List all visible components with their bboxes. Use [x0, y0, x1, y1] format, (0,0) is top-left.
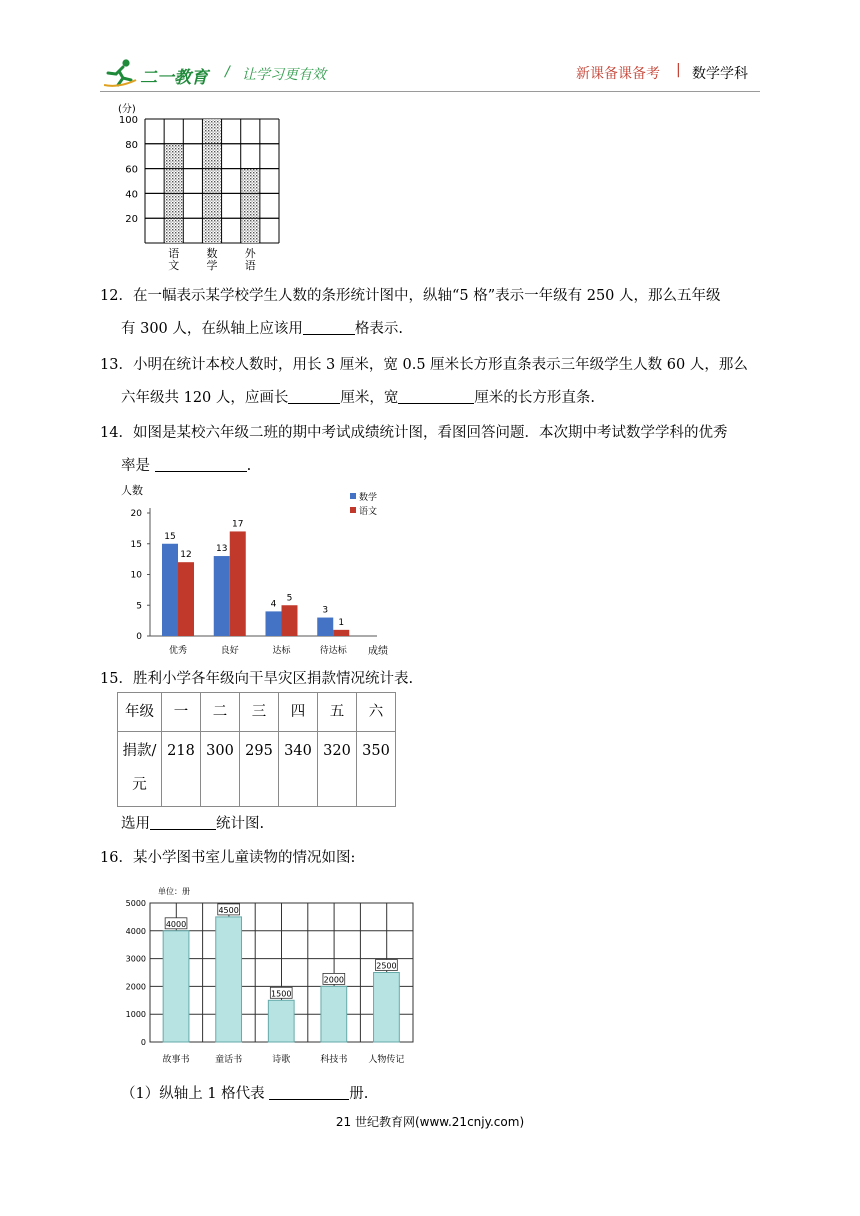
question-12-line2 [121, 319, 403, 339]
category-label: 语 [244, 259, 256, 272]
answer-blank[interactable] [155, 457, 247, 472]
answer-blank[interactable] [303, 320, 355, 335]
table-cell: 218 [162, 732, 201, 807]
question-12 [100, 286, 770, 306]
bar [242, 169, 259, 243]
y-tick-label: 5000 [125, 899, 146, 908]
y-tick-label: 1000 [125, 1010, 146, 1020]
legend-label: 数学 [359, 493, 378, 503]
donation-table [117, 692, 396, 807]
question-text: 厘米的长方形直条. [474, 390, 596, 406]
question-16-sub1 [121, 1084, 368, 1104]
data-label: 2000 [323, 975, 345, 985]
category-label: 科技书 [320, 1055, 348, 1065]
answer-blank[interactable] [269, 1085, 349, 1100]
question-14-line2 [121, 456, 251, 476]
category-label: 文 [168, 259, 180, 272]
footer: 21 世纪教育网(www.21cnjy.com) [335, 1115, 525, 1129]
slogan-slash: / [225, 64, 230, 80]
category-label: 数 [206, 247, 218, 260]
question-text: 选用 [121, 816, 150, 832]
bar [216, 917, 242, 1042]
data-label: 4 [270, 599, 277, 610]
y-axis-label: 人数 [121, 484, 143, 497]
category-label: 童话书 [215, 1055, 243, 1065]
y-tick-label: 15 [130, 539, 142, 550]
table-cell: 320 [318, 732, 357, 807]
y-tick-label: 2000 [125, 982, 146, 992]
bar [282, 605, 298, 636]
bar [321, 986, 347, 1042]
answer-blank-length[interactable] [288, 389, 340, 404]
y-axis-label: (分) [118, 104, 136, 115]
question-number: 12． [100, 288, 133, 304]
data-label: 2500 [376, 961, 397, 971]
category-label: 故事书 [162, 1055, 190, 1065]
question-15 [100, 669, 770, 689]
header-separator: | [676, 62, 681, 78]
legend-label: 语文 [359, 507, 378, 517]
table-cell: 340 [279, 732, 318, 807]
y-tick-label: 20 [130, 509, 142, 519]
table-cell: 五 [318, 693, 357, 732]
logo-text: 二一教育 [140, 68, 208, 88]
question-16 [100, 848, 770, 868]
table-cell: 350 [357, 732, 396, 807]
category-label: 优秀 [168, 646, 188, 656]
question-13 [100, 355, 770, 375]
y-tick-label: 40 [125, 189, 138, 201]
data-label: 12 [180, 550, 192, 561]
question-text: 厘米，宽 [340, 390, 399, 406]
question-text: 有 300 人，在纵轴上应该用 [121, 321, 303, 337]
table-cell: 二 [201, 693, 240, 732]
bar [230, 531, 246, 636]
question-text: 册. [349, 1086, 369, 1102]
category-label: 诗歌 [272, 1055, 291, 1065]
question-text: 某小学图书室儿童读物的情况如图: [132, 850, 356, 866]
y-tick-label: 4000 [125, 926, 146, 936]
y-tick-label: 80 [125, 139, 138, 151]
table-header-cell: 年级 [118, 693, 162, 732]
data-label: 4000 [165, 919, 187, 929]
bar [178, 562, 194, 636]
legend-swatch [350, 493, 356, 499]
question-15-answer-line [121, 814, 264, 834]
data-label: 3 [322, 605, 329, 616]
y-tick-label: 100 [118, 115, 138, 126]
bar [163, 931, 189, 1042]
question-text: 率是 [121, 458, 150, 474]
legend-swatch [350, 507, 356, 513]
question-text: 在一幅表示某学校学生人数的条形统计图中，纵轴“5 格”表示一年级有 250 人，那么五年级 [132, 288, 721, 304]
category-label: 待达标 [319, 646, 347, 656]
y-tick-label: 20 [125, 214, 138, 226]
question-text: 统计图. [216, 816, 265, 832]
question-13-line2 [121, 388, 595, 408]
category-label: 达标 [272, 646, 291, 656]
table-cell: 一 [162, 693, 201, 732]
table-cell: 三 [240, 693, 279, 732]
table-cell: 295 [240, 732, 279, 807]
header-subject-red: 新课备课备考 [576, 66, 660, 82]
y-axis-label: 单位：册 [158, 887, 190, 896]
category-label: 人物传记 [368, 1055, 405, 1065]
question-text: 胜利小学各年级向干旱灾区捐款情况统计表. [132, 671, 414, 687]
question-text: 格表示. [354, 321, 404, 337]
question-number: 15． [100, 671, 133, 687]
row-label: 捐款/ [122, 743, 157, 759]
table-row [118, 693, 396, 732]
header-rule [100, 91, 760, 92]
category-label: 语 [168, 247, 180, 260]
table-header-cell [118, 732, 162, 807]
table-cell: 四 [279, 693, 318, 732]
question-number: 16． [100, 850, 133, 866]
data-label: 15 [164, 531, 176, 542]
bar [266, 611, 282, 636]
slogan: 让学习更有效 [242, 67, 326, 83]
question-text: . [246, 458, 252, 474]
data-label: 1500 [271, 989, 292, 999]
table-row [118, 732, 396, 807]
data-label: 4500 [218, 905, 239, 915]
y-tick-label: 5 [136, 601, 142, 612]
y-tick-label: 10 [130, 570, 142, 581]
data-label: 17 [232, 519, 244, 530]
bar [268, 1000, 294, 1042]
category-label: 外 [244, 247, 256, 260]
y-tick-label: 0 [136, 632, 142, 642]
header-subject: 数学学科 [692, 66, 748, 82]
answer-blank-width[interactable] [398, 389, 474, 404]
header [0, 0, 860, 95]
row-label: 元 [132, 777, 147, 793]
table-cell: 300 [201, 732, 240, 807]
question-14 [100, 423, 770, 443]
y-tick-label: 0 [140, 1038, 146, 1047]
data-label: 5 [286, 593, 293, 604]
y-tick-label: 60 [125, 164, 138, 176]
question-text: 六年级共 120 人，应画长 [121, 390, 289, 406]
question-number: 13． [100, 357, 133, 373]
bar [374, 973, 400, 1043]
question-text: 如图是某校六年级二班的期中考试成绩统计图，看图回答问题．本次期中考试数学学科的优秀 [132, 425, 728, 441]
runner-logo-icon [104, 58, 138, 88]
question-text: 小明在统计本校人数时，用长 3 厘米，宽 0.5 厘米长方形直条表示三年级学生人数 60 人，那么 [132, 357, 748, 373]
bar [317, 618, 333, 636]
table-cell: 六 [357, 693, 396, 732]
answer-blank[interactable] [150, 815, 216, 830]
score-bar-chart [112, 100, 292, 278]
category-label: 学 [206, 259, 218, 272]
data-label: 13 [216, 544, 228, 555]
books-bar-chart [118, 878, 423, 1068]
x-axis-label: 成绩 [368, 646, 388, 657]
grade-grouped-bar-chart [112, 480, 402, 662]
bar [162, 544, 178, 636]
data-label: 1 [338, 617, 345, 628]
bar [203, 119, 220, 243]
y-tick-label: 3000 [125, 954, 146, 964]
question-text: （1）纵轴上 1 格代表 [121, 1086, 265, 1102]
category-label: 良好 [220, 646, 239, 656]
bar [333, 630, 349, 636]
question-number: 14． [100, 425, 133, 441]
bar [214, 556, 230, 636]
